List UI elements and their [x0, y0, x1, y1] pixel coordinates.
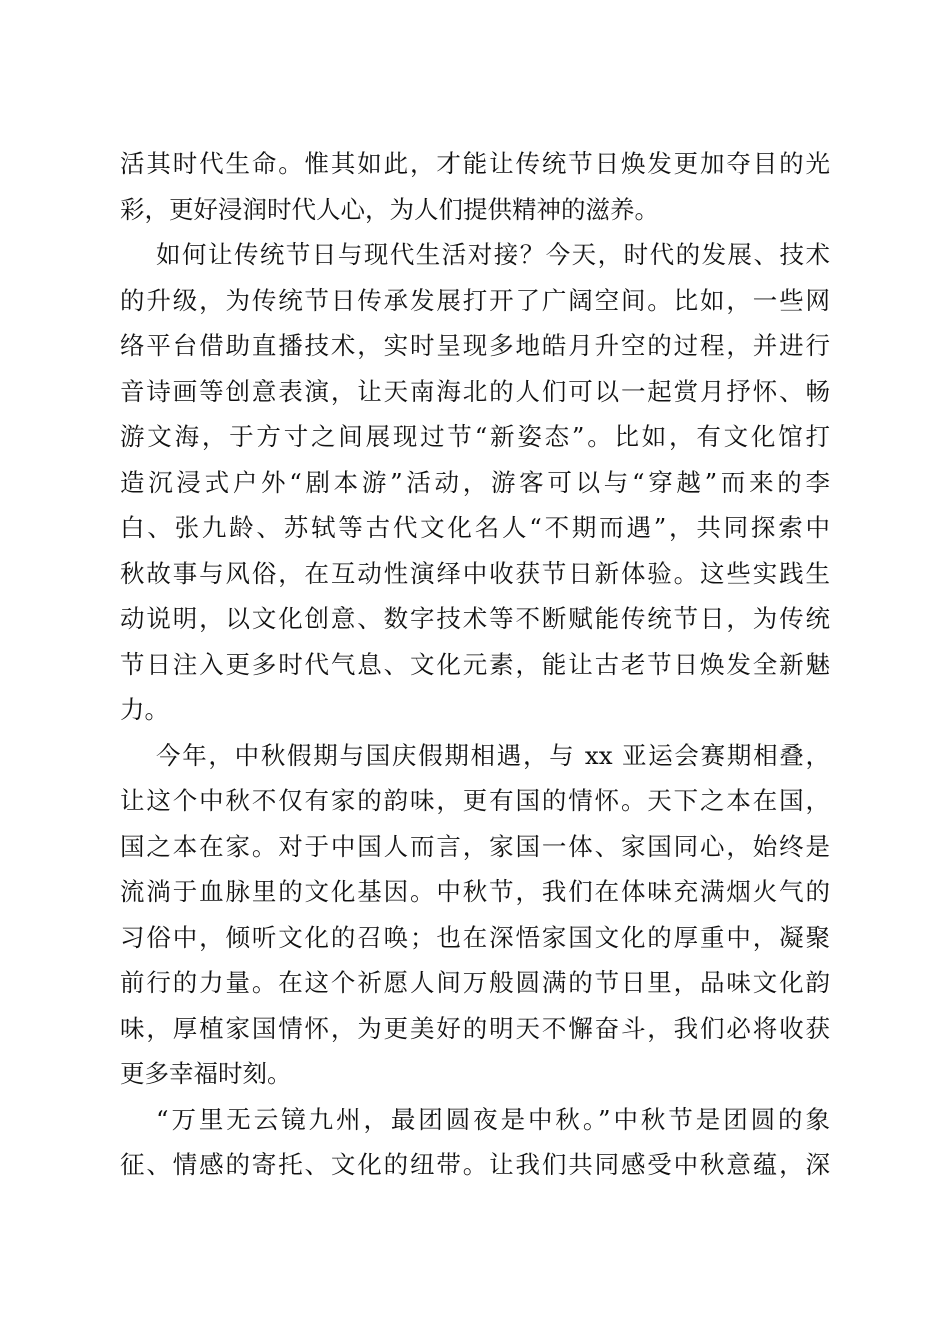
- text-line: 造沉浸式户外“剧本游”活动，游客可以与“穿越”而来的李: [120, 467, 830, 497]
- text-line: 活其时代生命。惟其如此，才能让传统节日焕发更加夺目的光: [120, 149, 830, 178]
- text-line: 让这个中秋不仅有家的韵味，更有国的情怀。天下之本在国，: [120, 786, 830, 815]
- text-line: 动说明，以文化创意、数字技术等不断赋能传统节日，为传统: [120, 604, 830, 633]
- text-line: 节日注入更多时代气息、文化元素，能让古老节日焕发全新魅: [120, 649, 830, 679]
- paragraph-1: [120, 141, 830, 232]
- text-line: 的升级，为传统节日传承发展打开了广阔空间。比如，一些网: [120, 285, 830, 315]
- text-line: 今年，中秋假期与国庆假期相遇，与 xx 亚运会赛期相叠，: [156, 740, 830, 770]
- text-line: 秋故事与风俗，在互动性演绎中收获节日新体验。这些实践生: [120, 558, 830, 588]
- text-line: 习俗中，倾听文化的召唤；也在深悟家国文化的厚重中，凝聚: [120, 922, 830, 952]
- text-line: 音诗画等创意表演，让天南海北的人们可以一起赏月抒怀、畅: [120, 376, 830, 406]
- paragraph-2: [120, 232, 830, 733]
- text-line: “万里无云镜九州，最团圆夜是中秋。”中秋节是团圆的象: [156, 1104, 830, 1134]
- text-line: 如何让传统节日与现代生活对接？今天，时代的发展、技术: [156, 240, 830, 269]
- paragraph-3: [120, 733, 830, 1097]
- text-line: 白、张九龄、苏轼等古代文化名人“不期而遇”，共同探索中: [120, 513, 830, 542]
- text-line: 味，厚植家国情怀，为更美好的明天不懈奋斗，我们必将收获: [120, 1013, 830, 1043]
- document-page: [120, 141, 830, 1188]
- text-line: 流淌于血脉里的文化基因。中秋节，我们在体味充满烟火气的: [120, 877, 830, 906]
- text-line: 力。: [120, 695, 169, 724]
- text-line: 征、情感的寄托、文化的纽带。让我们共同感受中秋意蕴，深: [120, 1150, 830, 1179]
- text-line: 更多幸福时刻。: [120, 1059, 292, 1088]
- paragraph-4: [120, 1097, 830, 1188]
- text-line: 游文海，于方寸之间展现过节“新姿态”。比如，有文化馆打: [120, 422, 830, 451]
- text-line: 国之本在家。对于中国人而言，家国一体、家国同心，始终是: [120, 831, 830, 861]
- text-line: 前行的力量。在这个祈愿人间万般圆满的节日里，品味文化韵: [120, 968, 830, 997]
- text-line: 彩，更好浸润时代人心，为人们提供精神的滋养。: [120, 194, 659, 224]
- text-line: 络平台借助直播技术，实时呈现多地皓月升空的过程，并进行: [120, 331, 830, 360]
